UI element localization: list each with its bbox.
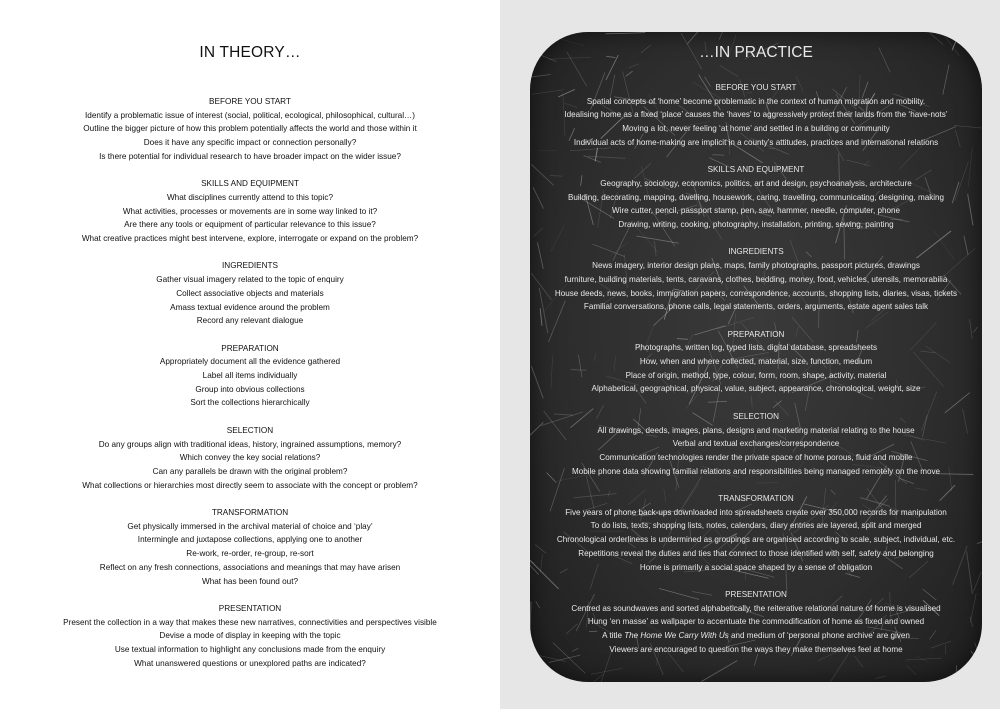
section-line: Chronological orderliness is undermined as groupings are organised according to scale, subject, individual, etc.	[556, 535, 956, 545]
section-line: Viewers are encouraged to question the ways they make themselves feel at home	[609, 644, 903, 654]
section-line: Wire cutter, pencil, passport stamp, pen, saw, hammer, needle, computer, phone	[612, 206, 900, 216]
section-line: Re-work, re-order, re-group, re-sort	[186, 549, 314, 559]
section-line: What unanswered questions or unexplored paths are indicated?	[134, 658, 366, 668]
section-line: Centred as soundwaves and sorted alphabetically, the reiterative relational nature of home is visualised	[571, 603, 941, 613]
section-heading: BEFORE YOU START	[209, 97, 291, 106]
section-heading: INGREDIENTS	[728, 247, 784, 257]
practice-section	[530, 163, 982, 232]
section-line: Spatial concepts of ‘home’ become problematic in the context of human migration and mobility.	[586, 96, 926, 106]
section-line: To do lists, texts, shopping lists, notes, calendars, diary entries are layered, split and merged	[590, 521, 922, 531]
section-line: What creative practices might best intervene, explore, interrogate or expand on the problem?	[81, 234, 419, 244]
section-line: Label all items individually	[202, 371, 298, 381]
section-line: Place of origin, method, type, colour, form, room, shape, activity, material	[625, 370, 887, 380]
section-line: All drawings, deeds, images, plans, designs and marketing material relating to the house	[597, 425, 915, 435]
line-text: A title	[602, 631, 625, 641]
theory-sections	[0, 95, 500, 684]
section-line: What collections or hierarchies most directly seem to associate with the concept or problem?	[82, 480, 418, 490]
section-line: Are there any tools or equipment of particular relevance to this issue?	[124, 220, 376, 230]
section-line: Identify a problematic issue of interest (social, political, ecological, philosophical, cultural…)	[85, 110, 415, 120]
section-heading: SKILLS AND EQUIPMENT	[707, 165, 805, 175]
practice-section	[530, 328, 982, 397]
section-line: News imagery, interior design plans, maps, family photographs, passport pictures, drawings	[592, 261, 920, 271]
theory-section	[0, 424, 500, 493]
section-heading: SKILLS AND EQUIPMENT	[201, 179, 299, 189]
section-line: Do any groups align with traditional ideas, history, ingrained assumptions, memory?	[98, 439, 402, 449]
section-line: Familial conversations, phone calls, legal statements, orders, arguments, estate agent sales talk	[583, 302, 929, 312]
section-line: Appropriately document all the evidence gathered	[159, 357, 341, 367]
section-line: Home is primarily a social space shaped by a sense of obligation	[639, 562, 873, 572]
line-text: and medium of ‘personal phone archive’ are given	[728, 631, 910, 641]
section-line: Individual acts of home-making are implicit in a county’s attitudes, practices and international relations	[573, 137, 939, 147]
section-line: House deeds, news, books, immigration papers, correspondence, accounts, shopping lists, diaries, visas, tickets	[554, 288, 958, 298]
section-heading: BEFORE YOU START	[715, 83, 797, 92]
section-heading: TRANSFORMATION	[718, 494, 794, 504]
section-line: Does it have any specific impact or connection personally?	[143, 138, 357, 148]
practice-sections	[530, 81, 982, 670]
section-line: Devise a mode of display in keeping with the topic	[159, 631, 341, 641]
section-line: Communication technologies render the private space of home porous, fluid and mobile	[599, 452, 913, 462]
section-line: Hung ‘en masse’ as wallpaper to accentuate the commodification of home as fixed and owned	[587, 617, 925, 627]
section-line: What has been found out?	[201, 576, 299, 586]
section-line: How, when and where collected, material, size, function, medium	[639, 357, 873, 367]
section-line: Get physically immersed in the archival material of choice and ‘play’	[127, 521, 373, 531]
section-line: Reflect on any fresh connections, associations and meanings that may have arisen	[99, 562, 401, 572]
section-line: Amass textual evidence around the problem	[170, 302, 330, 312]
theory-section	[0, 602, 500, 671]
section-line: Photographs, written log, typed lists, digital database, spreadsheets	[634, 343, 878, 353]
section-heading: PREPARATION	[221, 343, 279, 353]
section-line: Intermingle and juxtapose collections, applying one to another	[137, 535, 363, 545]
theory-section	[0, 95, 500, 164]
section-line: Record any relevant dialogue	[196, 316, 304, 326]
section-heading: SELECTION	[733, 411, 779, 421]
practice-section	[530, 492, 982, 574]
section-line: Five years of phone back-ups downloaded into spreadsheets create over 350,000 records for manipulation	[565, 507, 947, 517]
section-line: Mobile phone data showing familial relations and responsibilities being managed remotely on the move	[571, 466, 941, 476]
theory-section	[0, 506, 500, 588]
theory-section	[0, 177, 500, 246]
practice-section	[530, 410, 982, 479]
section-heading: PREPARATION	[727, 329, 785, 339]
section-line: Collect associative objects and materials	[176, 288, 324, 298]
section-line: Idealising home as a fixed ‘place’ causes the ‘haves’ to aggressively protect their lands from the ‘have-nots’	[564, 110, 948, 120]
section-line: Is there potential for individual research to have broader impact on the wider issue?	[99, 151, 401, 161]
section-line: Group into obvious collections	[195, 384, 305, 394]
theory-section	[0, 259, 500, 328]
artwork-title: The Home We Carry With Us	[624, 631, 729, 641]
section-line: What activities, processes or movements are in some way linked to it?	[122, 206, 378, 216]
section-line: Which convey the key social relations?	[179, 453, 321, 463]
section-line: What disciplines currently attend to this topic?	[166, 192, 334, 202]
section-heading: SELECTION	[226, 425, 274, 435]
practice-section	[530, 588, 982, 657]
practice-section	[530, 81, 982, 150]
section-line: Alphabetical, geographical, physical, value, subject, appearance, chronological, weight, size	[591, 384, 921, 394]
section-line: Geography, sociology, economics, politics, art and design, psychoanalysis, architecture	[600, 178, 912, 188]
section-heading: PRESENTATION	[725, 589, 787, 599]
theory-section	[0, 342, 500, 411]
section-line: Can any parallels be drawn with the original problem?	[152, 466, 348, 476]
section-heading: INGREDIENTS	[222, 261, 278, 271]
section-line: Sort the collections hierarchically	[190, 398, 310, 408]
section-heading: TRANSFORMATION	[211, 508, 289, 518]
section-line	[530, 629, 982, 643]
theory-title: IN THEORY…	[199, 44, 301, 61]
section-line: furniture, building materials, tents, caravans, clothes, bedding, money, food, vehicles, utensils, memorabilia	[564, 274, 948, 284]
section-line: Moving a lot, never feeling ‘at home’ and settled in a building or community	[622, 124, 890, 134]
section-heading: PRESENTATION	[218, 603, 282, 613]
section-line: Gather visual imagery related to the topic of enquiry	[156, 275, 344, 285]
section-line: Present the collection in a way that makes these new narratives, connectivities and perspectives visible	[63, 617, 437, 627]
section-line: Repetitions reveal the duties and ties that connect to those identified with self, safety and belonging	[578, 548, 934, 558]
section-line: Use textual information to highlight any conclusions made from the enquiry	[114, 645, 386, 655]
section-line: Outline the bigger picture of how this problem potentially affects the world and those within it	[83, 124, 417, 134]
section-line: Building, decorating, mapping, dwelling, housework, caring, travelling, communicating, designing, making	[567, 192, 945, 202]
section-line: Drawing, writing, cooking, photography, installation, printing, sewing, painting	[618, 220, 894, 230]
practice-section	[530, 245, 982, 314]
practice-title: …IN PRACTICE	[699, 44, 813, 61]
section-line: Verbal and textual exchanges/correspondence	[672, 439, 840, 449]
